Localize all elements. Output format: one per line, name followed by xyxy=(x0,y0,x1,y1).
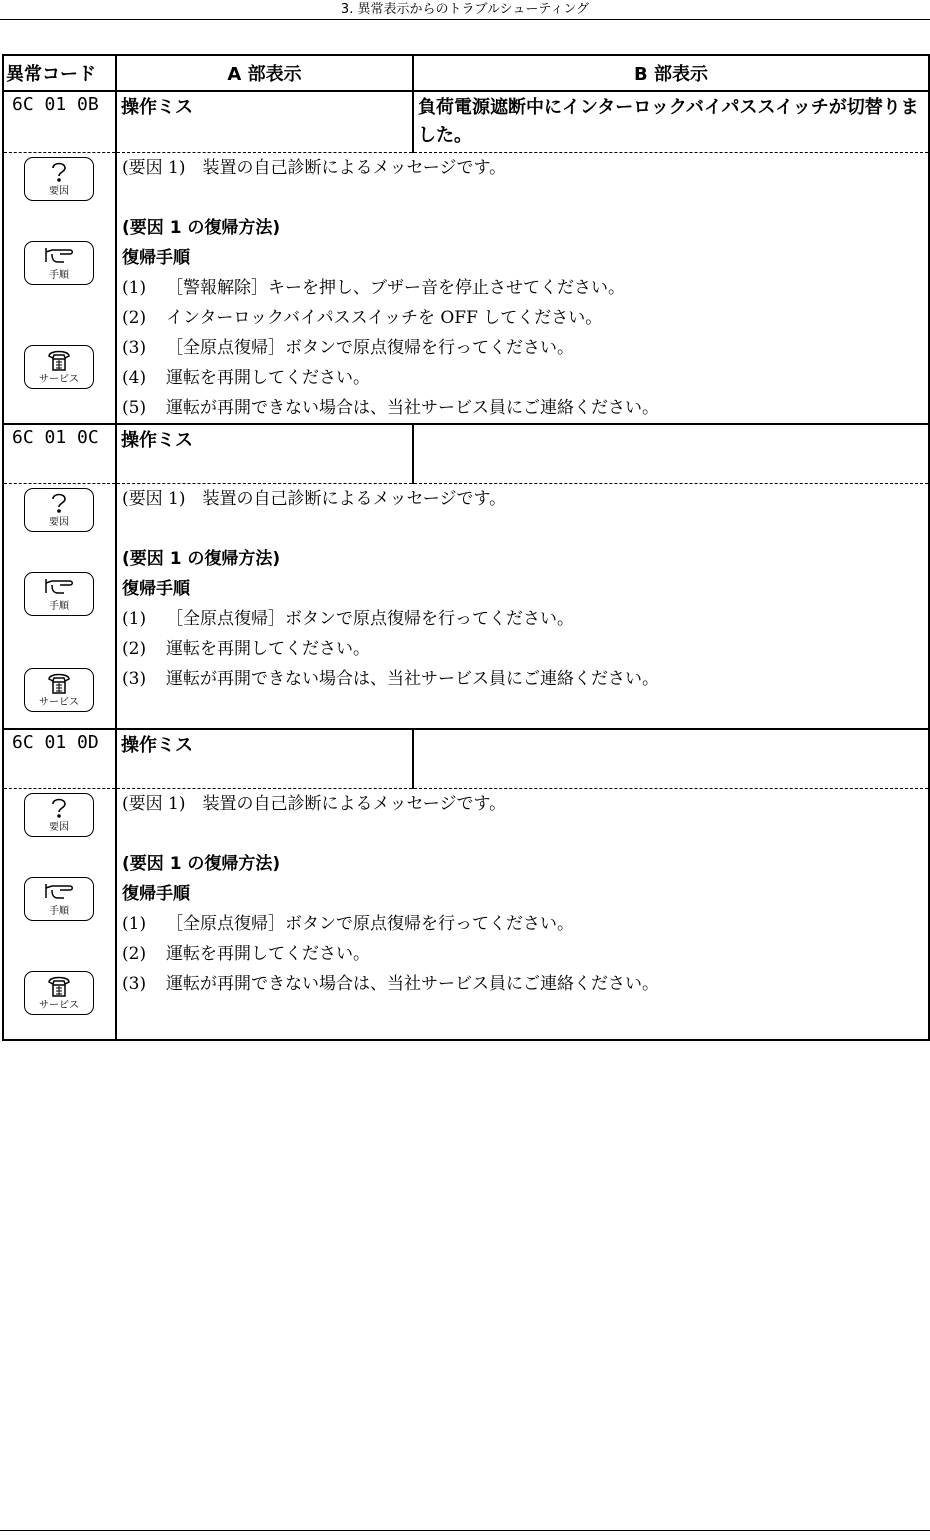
step-item: (5) 運転が再開できない場合は、当社サービス員にご連絡ください。 xyxy=(122,398,659,418)
icon-column xyxy=(3,153,116,425)
error-code: 6C 01 0D xyxy=(3,729,116,789)
procedure-icon: 手順 xyxy=(24,877,94,921)
cause-icon: 要因 xyxy=(24,793,94,837)
table-header-row xyxy=(3,55,929,91)
b-display xyxy=(413,424,929,484)
service-icon: サービス xyxy=(24,345,94,389)
service-icon: サービス xyxy=(24,971,94,1015)
cause-text: (要因 1) 装置の自己診断によるメッセージです。 xyxy=(122,489,507,509)
detail-text xyxy=(116,484,929,730)
detail-row xyxy=(3,153,929,425)
cause-icon: 要因 xyxy=(24,157,94,201)
step-item: (1) ［全原点復帰］ボタンで原点復帰を行ってください。 xyxy=(122,914,574,934)
detail-row xyxy=(3,484,929,730)
detail-text xyxy=(116,789,929,1041)
procedure-icon: 手順 xyxy=(24,572,94,616)
icon-column xyxy=(3,484,116,730)
b-display: 負荷電源遮断中にインターロックバイパススイッチが切替りました。 xyxy=(413,91,929,153)
detail-text xyxy=(116,153,929,425)
step-item: (2) インターロックバイパススイッチを OFF してください。 xyxy=(122,308,603,328)
a-display: 操作ミス xyxy=(116,424,413,484)
step-item: (2) 運転を再開してください。 xyxy=(122,639,370,659)
col-header-b: B 部表示 xyxy=(413,55,929,91)
step-item: (3) 運転が再開できない場合は、当社サービス員にご連絡ください。 xyxy=(122,974,659,994)
step-item: (3) ［全原点復帰］ボタンで原点復帰を行ってください。 xyxy=(122,338,574,358)
cause-text: (要因 1) 装置の自己診断によるメッセージです。 xyxy=(122,158,507,178)
error-code: 6C 01 0C xyxy=(3,424,116,484)
recovery-title: (要因 1 の復帰方法) xyxy=(122,854,281,874)
a-display: 操作ミス xyxy=(116,91,413,153)
code-row xyxy=(3,424,929,484)
icon-column xyxy=(3,789,116,1041)
col-header-a: A 部表示 xyxy=(116,55,413,91)
procedure-title: 復帰手順 xyxy=(122,248,190,268)
procedure-title: 復帰手順 xyxy=(122,884,190,904)
page-header: 3. 異常表示からのトラブルシューティング xyxy=(340,2,590,17)
step-item: (4) 運転を再開してください。 xyxy=(122,368,370,388)
cause-icon: 要因 xyxy=(24,488,94,532)
col-header-code: 異常コード xyxy=(3,55,116,91)
procedure-title: 復帰手順 xyxy=(122,579,190,599)
a-display: 操作ミス xyxy=(116,729,413,789)
step-item: (1) ［全原点復帰］ボタンで原点復帰を行ってください。 xyxy=(122,609,574,629)
trouble-table xyxy=(2,54,930,1041)
cause-text: (要因 1) 装置の自己診断によるメッセージです。 xyxy=(122,794,507,814)
b-display xyxy=(413,729,929,789)
code-row xyxy=(3,729,929,789)
step-item: (2) 運転を再開してください。 xyxy=(122,944,370,964)
service-icon: サービス xyxy=(24,668,94,712)
step-item: (3) 運転が再開できない場合は、当社サービス員にご連絡ください。 xyxy=(122,669,659,689)
procedure-icon: 手順 xyxy=(24,241,94,285)
step-item: (1) ［警報解除］キーを押し、ブザー音を停止させてください。 xyxy=(122,278,625,298)
header-rule xyxy=(0,19,930,20)
recovery-title: (要因 1 の復帰方法) xyxy=(122,549,281,569)
error-code: 6C 01 0B xyxy=(3,91,116,153)
code-row xyxy=(3,91,929,153)
footer-rule xyxy=(0,1530,930,1531)
detail-row xyxy=(3,789,929,1041)
recovery-title: (要因 1 の復帰方法) xyxy=(122,218,281,238)
